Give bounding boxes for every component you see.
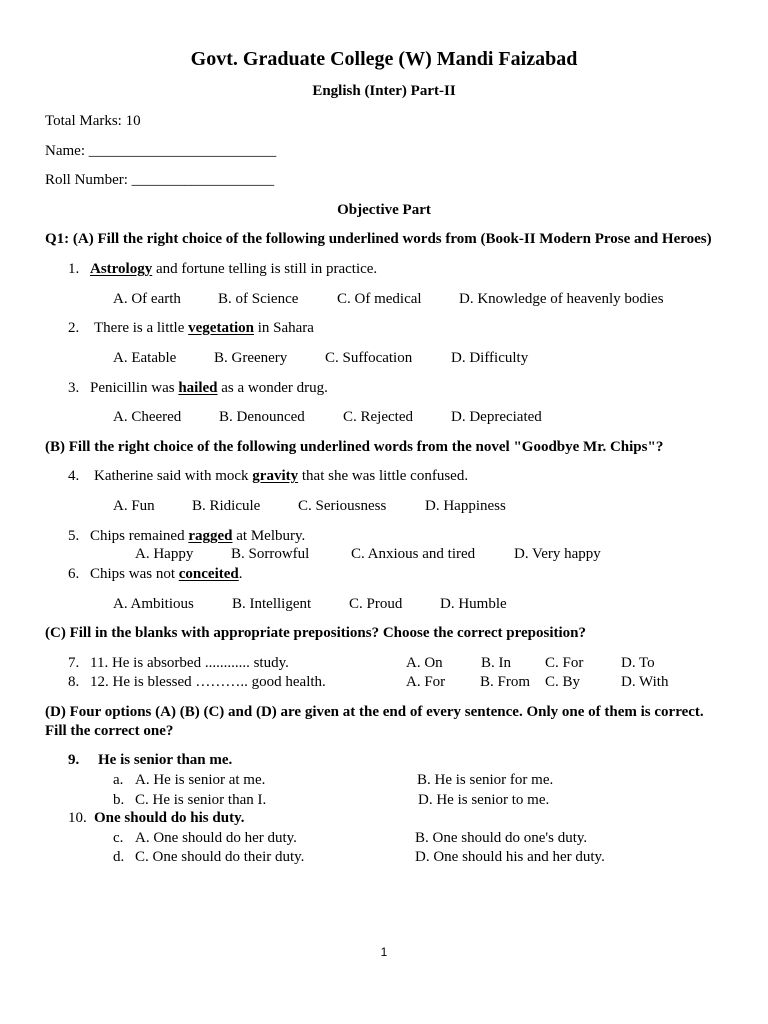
option: D. Knowledge of heavenly bodies [459, 291, 664, 307]
section-d-heading-cont: Fill the correct one? [45, 723, 174, 739]
option: C. He is senior than I. [135, 792, 267, 808]
option: B. Denounced [219, 409, 305, 425]
option: C. Proud [349, 596, 403, 612]
option: B. Greenery [214, 350, 288, 366]
option: B. From [480, 674, 531, 690]
option: A. Eatable [113, 350, 177, 366]
stem-text: There is a little [94, 320, 189, 336]
question-stem [90, 260, 377, 278]
option: C. By [545, 674, 581, 690]
option: B. of Science [218, 291, 299, 307]
question-stem [94, 467, 468, 485]
section-b-heading: (B) Fill the right choice of the following underlined words from the novel "Goodbye Mr. Chips"? [45, 439, 664, 455]
option: B. Ridicule [192, 498, 261, 514]
name-field: Name: _________________________ [45, 143, 277, 159]
question-number: 3. [68, 380, 80, 396]
option: D. Difficulty [451, 350, 529, 366]
stem-text: Penicillin was [90, 380, 179, 396]
option: D. Happiness [425, 498, 506, 514]
question-stem [90, 527, 305, 545]
question-number: 8. [68, 674, 80, 690]
option: D. With [621, 674, 669, 690]
option: A. For [406, 674, 446, 690]
option: D. To [621, 655, 655, 671]
option: A. Cheered [113, 409, 182, 425]
question-number: 1. [68, 261, 80, 277]
page-title: Govt. Graduate College (W) Mandi Faizabad [190, 48, 578, 70]
option: D. He is senior to me. [418, 792, 550, 808]
option: B. Sorrowful [231, 546, 310, 562]
option: A. Fun [113, 498, 155, 514]
page-number: 1 [380, 945, 388, 959]
q1-heading: Q1: (A) Fill the right choice of the following underlined words from (Book-II Modern Prose and Heroes) [45, 231, 712, 247]
question-number: 10. [68, 810, 87, 826]
underlined-word: gravity [252, 468, 299, 484]
section-c-heading: (C) Fill in the blanks with appropriate prepositions? Choose the correct preposition? [45, 625, 586, 641]
option: D. One should his and her duty. [415, 849, 605, 865]
question-stem: One should do his duty. [94, 810, 245, 826]
stem-text: in Sahara [253, 320, 314, 336]
question-stem: He is senior than me. [98, 752, 233, 768]
underlined-word: ragged [188, 528, 233, 544]
stem-text: as a wonder drug. [217, 380, 328, 396]
option: C. Suffocation [325, 350, 413, 366]
stem-text: Chips remained [90, 528, 189, 544]
option: B. One should do one's duty. [415, 830, 588, 846]
option-marker: d. [113, 849, 125, 865]
option: B. In [481, 655, 511, 671]
question-number: 7. [68, 655, 80, 671]
section-d-heading: (D) Four options (A) (B) (C) and (D) are given at the end of every sentence. Only one of them is correct. [45, 704, 704, 720]
option: D. Very happy [514, 546, 601, 562]
option: C. Rejected [343, 409, 413, 425]
total-marks: Total Marks: 10 [45, 113, 141, 129]
stem-text: . [238, 566, 243, 582]
option: C. For [545, 655, 584, 671]
stem-text: that she was little confused. [298, 468, 469, 484]
question-number: 2. [68, 320, 80, 336]
underlined-word: Astrology [90, 261, 153, 277]
question-stem [90, 565, 243, 583]
option: A. Ambitious [113, 596, 194, 612]
option: A. He is senior at me. [135, 772, 266, 788]
underlined-word: vegetation [188, 320, 254, 336]
option: D. Depreciated [451, 409, 542, 425]
stem-text: Katherine said with mock [94, 468, 253, 484]
option: A. One should do her duty. [135, 830, 297, 846]
page-subtitle: English (Inter) Part-II [312, 83, 456, 99]
stem-text: and fortune telling is still in practice. [152, 261, 378, 277]
question-number: 6. [68, 566, 80, 582]
question-number: 5. [68, 528, 80, 544]
stem-text: at Melbury. [232, 528, 306, 544]
option-marker: a. [113, 772, 124, 788]
option: A. On [406, 655, 443, 671]
underlined-word: conceited [178, 566, 239, 582]
question-stem [90, 379, 328, 397]
stem-text: Chips was not [90, 566, 179, 582]
option-marker: c. [113, 830, 124, 846]
option: B. Intelligent [232, 596, 312, 612]
option: A. Happy [135, 546, 194, 562]
roll-number-field: Roll Number: ___________________ [45, 172, 275, 188]
option: D. Humble [440, 596, 507, 612]
option: A. Of earth [113, 291, 181, 307]
underlined-word: hailed [178, 380, 218, 396]
option-marker: b. [113, 792, 125, 808]
question-number: 4. [68, 468, 80, 484]
section-title: Objective Part [337, 202, 431, 218]
option: B. He is senior for me. [417, 772, 554, 788]
question-number: 9. [68, 752, 80, 768]
option: C. Of medical [337, 291, 422, 307]
question-stem: 12. He is blessed ……….. good health. [90, 674, 326, 690]
option: C. One should do their duty. [135, 849, 305, 865]
question-stem [94, 319, 314, 337]
question-stem: 11. He is absorbed ............ study. [90, 655, 289, 671]
option: C. Seriousness [298, 498, 387, 514]
option: C. Anxious and tired [351, 546, 476, 562]
